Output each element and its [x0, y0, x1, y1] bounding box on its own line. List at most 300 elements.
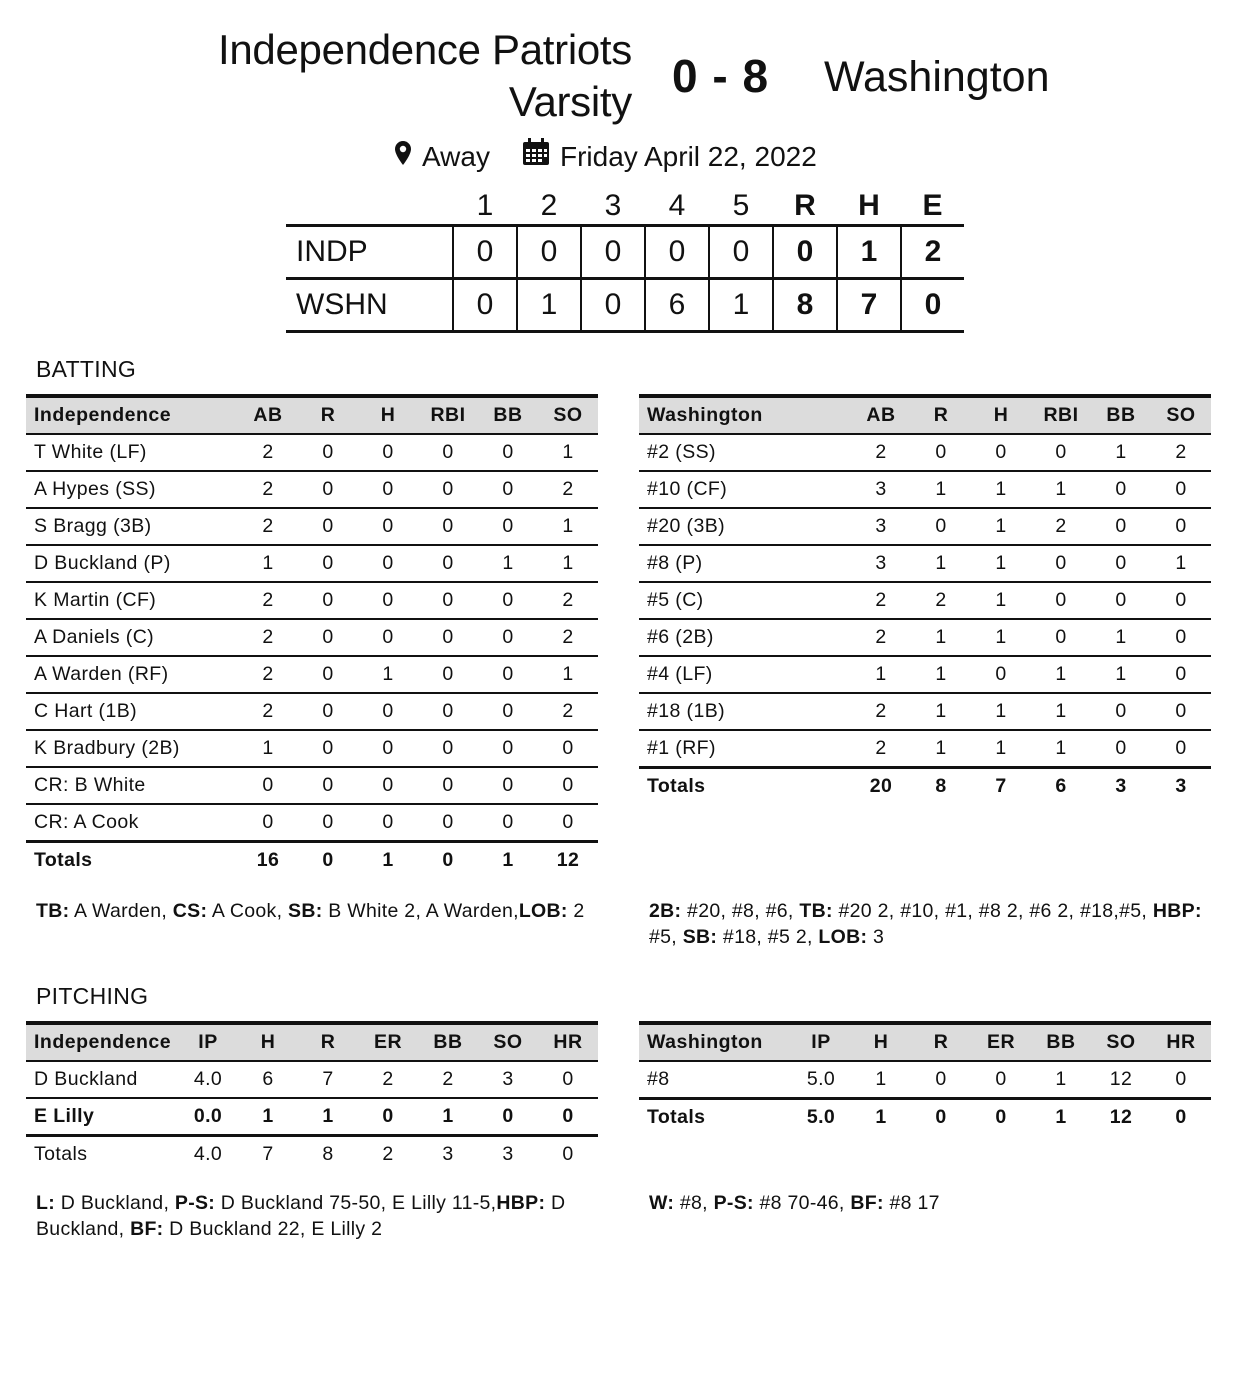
batter-name: CR: B White: [26, 767, 238, 804]
totals-cell: 1: [478, 842, 538, 879]
stat-cell: 0: [1091, 693, 1151, 730]
location-label: Away: [422, 140, 490, 172]
stat-cell: 0: [418, 508, 478, 545]
stat-cell: 0: [358, 730, 418, 767]
totals-cell: 0: [911, 1099, 971, 1136]
stat-cell: 1: [1031, 656, 1091, 693]
linescore-errors: 0: [901, 279, 964, 332]
stat-cell: 1: [911, 730, 971, 768]
stat-cell: 0: [358, 508, 418, 545]
linescore-col-header: 5: [732, 189, 750, 222]
batting-table-home: [26, 394, 598, 878]
stat-cell: 3: [478, 1061, 538, 1098]
stat-cell: 2: [538, 471, 598, 508]
linescore-col-header: 1: [476, 189, 494, 222]
stat-cell: 12: [1091, 1061, 1151, 1099]
batter-name: S Bragg (3B): [26, 508, 238, 545]
note-value: #8 70-46,: [753, 1192, 851, 1214]
team-header: Independence: [26, 1023, 178, 1061]
stat-cell: 0: [298, 804, 358, 842]
stat-cell: 0: [538, 1098, 598, 1136]
stat-col-header: IP: [791, 1023, 851, 1061]
stat-cell: 2: [851, 582, 911, 619]
batter-row: [639, 582, 1211, 619]
pitcher-name: E Lilly: [26, 1098, 178, 1136]
home-team-name-line1: Independence Patriots: [217, 26, 632, 73]
linescore-cell: 6: [645, 279, 709, 332]
totals-cell: 1: [1031, 1099, 1091, 1136]
stat-cell: 0: [358, 434, 418, 471]
note-value: #5,: [1119, 900, 1153, 922]
linescore-table: [286, 188, 964, 333]
batting-notes-away: [649, 898, 1209, 950]
linescore-cell: 0: [709, 226, 773, 279]
linescore-team: WSHN: [286, 279, 453, 332]
linescore-team-header: [286, 188, 453, 226]
batter-row: [639, 619, 1211, 656]
stat-col-header: SO: [538, 396, 598, 434]
stat-cell: 0: [358, 545, 418, 582]
stat-cell: 0: [478, 656, 538, 693]
stat-col-header: HR: [538, 1023, 598, 1061]
note-value: B White 2, A Warden,: [322, 900, 519, 922]
batter-row: [26, 471, 598, 508]
batter-row: [639, 730, 1211, 768]
stat-col-header: R: [911, 396, 971, 434]
pitcher-row: [639, 1061, 1211, 1099]
batter-name: #4 (LF): [639, 656, 851, 693]
linescore-cell: 1: [517, 279, 581, 332]
stat-cell: 0: [238, 767, 298, 804]
stat-header-row: [26, 396, 598, 434]
note-key: W:: [649, 1192, 675, 1214]
batter-row: [26, 767, 598, 804]
stat-cell: 1: [538, 434, 598, 471]
totals-cell: 3: [478, 1136, 538, 1173]
stat-cell: 0.0: [178, 1098, 238, 1136]
linescore-runs: 0: [773, 226, 837, 279]
stat-cell: 2: [538, 693, 598, 730]
stat-cell: 1: [1091, 619, 1151, 656]
batter-name: D Buckland (P): [26, 545, 238, 582]
linescore-team: INDP: [286, 226, 453, 279]
totals-cell: 3: [418, 1136, 478, 1173]
note-key: LOB:: [818, 926, 868, 948]
stat-cell: 0: [1031, 619, 1091, 656]
totals-cell: 5.0: [791, 1099, 851, 1136]
stat-cell: 0: [418, 434, 478, 471]
stat-cell: 0: [478, 619, 538, 656]
totals-cell: 7: [238, 1136, 298, 1173]
stat-cell: 0: [478, 471, 538, 508]
stat-cell: 7: [298, 1061, 358, 1098]
pitcher-name: D Buckland: [26, 1061, 178, 1098]
note-key: TB:: [36, 900, 70, 922]
stat-cell: 0: [298, 545, 358, 582]
batter-row: [26, 508, 598, 545]
totals-row: [26, 842, 598, 879]
stat-cell: 2: [238, 693, 298, 730]
stat-cell: 0: [418, 693, 478, 730]
stat-col-header: R: [911, 1023, 971, 1061]
totals-label: Totals: [639, 1099, 791, 1136]
pitching-section-title: PITCHING: [36, 983, 149, 1009]
batter-name: K Martin (CF): [26, 582, 238, 619]
note-value: #8,: [674, 1192, 714, 1214]
totals-cell: 20: [851, 768, 911, 805]
stat-cell: 0: [298, 508, 358, 545]
totals-row: [639, 768, 1211, 805]
stat-col-header: H: [971, 396, 1031, 434]
stat-cell: 0: [1151, 656, 1211, 693]
stat-cell: 0: [971, 1061, 1031, 1099]
linescore-col-header: 2: [540, 189, 558, 222]
stat-cell: 0: [971, 434, 1031, 471]
stat-col-header: IP: [178, 1023, 238, 1061]
stat-col-header: AB: [851, 396, 911, 434]
note-key: HBP:: [1152, 900, 1202, 922]
stat-cell: 0: [358, 619, 418, 656]
linescore-row: [286, 279, 964, 332]
stat-cell: 0: [478, 730, 538, 767]
batter-row: [639, 693, 1211, 730]
note-key: 2B:: [649, 900, 682, 922]
batter-row: [26, 619, 598, 656]
stat-cell: 0: [418, 471, 478, 508]
note-value: 2: [567, 900, 585, 922]
batter-name: #20 (3B): [639, 508, 851, 545]
batting-table-away: [639, 394, 1211, 804]
note-key: HBP:: [496, 1192, 546, 1214]
batter-name: #1 (RF): [639, 730, 851, 768]
stat-cell: 2: [238, 619, 298, 656]
stat-cell: 1: [1031, 1061, 1091, 1099]
stat-cell: 0: [1031, 545, 1091, 582]
stat-cell: 1: [358, 656, 418, 693]
stat-cell: 0: [298, 656, 358, 693]
home-team-name-line2: Varsity: [508, 78, 632, 125]
stat-col-header: R: [298, 1023, 358, 1061]
linescore-hits: 1: [837, 226, 901, 279]
stat-cell: 2: [851, 619, 911, 656]
stat-cell: 3: [851, 545, 911, 582]
stat-cell: 1: [851, 1061, 911, 1099]
stat-cell: 0: [478, 434, 538, 471]
pitcher-row: [26, 1098, 598, 1136]
final-score: 0 - 8: [672, 50, 770, 102]
batter-row: [639, 471, 1211, 508]
batting-section-title: BATTING: [36, 356, 137, 382]
stat-cell: 5.0: [791, 1061, 851, 1099]
team-header: Washington: [639, 396, 851, 434]
stat-cell: 3: [851, 471, 911, 508]
stat-cell: 0: [238, 804, 298, 842]
stat-cell: 2: [851, 730, 911, 768]
stat-cell: 1: [238, 730, 298, 767]
away-team-name: Washington: [824, 53, 1050, 101]
batter-row: [26, 804, 598, 842]
stat-cell: 2: [1151, 434, 1211, 471]
stat-cell: 2: [238, 471, 298, 508]
batting-notes-home: [36, 898, 606, 924]
note-key: BF:: [130, 1218, 164, 1240]
stat-cell: 1: [911, 693, 971, 730]
totals-cell: 0: [971, 1099, 1031, 1136]
stat-cell: 0: [418, 656, 478, 693]
home-team-name: [120, 24, 632, 128]
linescore-col-header: H: [858, 189, 880, 222]
stat-cell: 1: [238, 1098, 298, 1136]
linescore-header-row: [286, 188, 964, 226]
stat-cell: 0: [298, 434, 358, 471]
stat-col-header: SO: [1151, 396, 1211, 434]
stat-col-header: SO: [478, 1023, 538, 1061]
linescore-col-header: R: [794, 189, 816, 222]
map-pin-icon: [394, 139, 412, 175]
stat-cell: 2: [538, 582, 598, 619]
pitching-notes-home: [36, 1190, 606, 1242]
stat-col-header: AB: [238, 396, 298, 434]
totals-row: [26, 1136, 598, 1173]
note-key: CS:: [172, 900, 208, 922]
stat-cell: 0: [478, 582, 538, 619]
pitching-table-away: [639, 1021, 1211, 1135]
stat-cell: 0: [1091, 545, 1151, 582]
stat-header-row: [639, 1023, 1211, 1061]
stat-cell: 0: [298, 619, 358, 656]
stat-col-header: BB: [1091, 396, 1151, 434]
batter-row: [639, 656, 1211, 693]
note-key: P-S:: [174, 1192, 216, 1214]
note-value: D Buckland 22, E Lilly 2: [163, 1218, 383, 1240]
stat-cell: 0: [1151, 1061, 1211, 1099]
stat-cell: 2: [911, 582, 971, 619]
stat-col-header: H: [851, 1023, 911, 1061]
stat-col-header: RBI: [1031, 396, 1091, 434]
stat-cell: 2: [238, 434, 298, 471]
stat-cell: 0: [358, 693, 418, 730]
note-key: SB:: [288, 900, 323, 922]
pitcher-name: #8: [639, 1061, 791, 1099]
totals-cell: 12: [538, 842, 598, 879]
stat-cell: 2: [418, 1061, 478, 1098]
stat-cell: 0: [478, 767, 538, 804]
stat-cell: 0: [418, 619, 478, 656]
batter-row: [26, 693, 598, 730]
stat-cell: 2: [1031, 508, 1091, 545]
pitcher-row: [26, 1061, 598, 1098]
stat-cell: 1: [911, 471, 971, 508]
linescore-cell: 1: [709, 279, 773, 332]
totals-cell: 8: [911, 768, 971, 805]
linescore-cell: 0: [581, 226, 645, 279]
note-key: TB:: [799, 900, 833, 922]
stat-cell: 0: [358, 582, 418, 619]
stat-cell: 0: [538, 1061, 598, 1098]
stat-cell: 0: [298, 767, 358, 804]
note-value: #5,: [649, 900, 1208, 948]
linescore-cell: 0: [453, 279, 517, 332]
stat-cell: 0: [418, 804, 478, 842]
totals-cell: 3: [1091, 768, 1151, 805]
batter-name: #10 (CF): [639, 471, 851, 508]
note-value: #20 2, #10, #1, #8 2, #6 2, #18,: [832, 900, 1120, 922]
linescore-cell: 0: [645, 226, 709, 279]
stat-cell: 1: [971, 582, 1031, 619]
stat-cell: 0: [298, 730, 358, 767]
totals-cell: 12: [1091, 1099, 1151, 1136]
note-value: D Buckland,: [55, 1192, 175, 1214]
stat-cell: 0: [1151, 582, 1211, 619]
totals-cell: 6: [1031, 768, 1091, 805]
stat-cell: 1: [538, 545, 598, 582]
note-key: LOB:: [518, 900, 568, 922]
stat-cell: 0: [358, 1098, 418, 1136]
stat-cell: 0: [1091, 582, 1151, 619]
stat-cell: 0: [1151, 693, 1211, 730]
stat-col-header: HR: [1151, 1023, 1211, 1061]
stat-cell: 0: [478, 693, 538, 730]
batter-name: T White (LF): [26, 434, 238, 471]
stat-cell: 1: [971, 471, 1031, 508]
batter-name: A Warden (RF): [26, 656, 238, 693]
linescore-hits: 7: [837, 279, 901, 332]
stat-cell: 0: [911, 434, 971, 471]
batter-row: [26, 545, 598, 582]
linescore-col-header: 3: [604, 189, 622, 222]
totals-cell: 3: [1151, 768, 1211, 805]
batter-name: #18 (1B): [639, 693, 851, 730]
stat-cell: 6: [238, 1061, 298, 1098]
stat-cell: 0: [478, 1098, 538, 1136]
stat-cell: 3: [851, 508, 911, 545]
stat-cell: 0: [418, 730, 478, 767]
stat-cell: 1: [298, 1098, 358, 1136]
totals-cell: 1: [851, 1099, 911, 1136]
batter-row: [26, 434, 598, 471]
stat-cell: 0: [538, 730, 598, 767]
stat-cell: 1: [971, 619, 1031, 656]
stat-col-header: H: [358, 396, 418, 434]
stat-col-header: H: [238, 1023, 298, 1061]
totals-cell: 0: [1151, 1099, 1211, 1136]
totals-row: [639, 1099, 1211, 1136]
totals-cell: 0: [298, 842, 358, 879]
stat-cell: 0: [971, 656, 1031, 693]
stat-header-row: [639, 396, 1211, 434]
batter-name: CR: A Cook: [26, 804, 238, 842]
linescore-col-header: E: [922, 189, 943, 222]
batter-name: #2 (SS): [639, 434, 851, 471]
pitching-notes-away: [649, 1190, 1209, 1216]
totals-cell: 2: [358, 1136, 418, 1173]
linescore-errors: 2: [901, 226, 964, 279]
stat-cell: 0: [418, 767, 478, 804]
totals-label: Totals: [26, 1136, 178, 1173]
stat-col-header: BB: [1031, 1023, 1091, 1061]
stat-cell: 0: [1151, 508, 1211, 545]
calendar-icon: [522, 138, 550, 175]
batter-row: [639, 434, 1211, 471]
stat-col-header: ER: [971, 1023, 1031, 1061]
stat-col-header: R: [298, 396, 358, 434]
batter-row: [639, 545, 1211, 582]
linescore-cell: 0: [453, 226, 517, 279]
stat-cell: 2: [238, 656, 298, 693]
stat-col-header: RBI: [418, 396, 478, 434]
stat-col-header: BB: [478, 396, 538, 434]
stat-cell: 0: [478, 508, 538, 545]
note-key: L:: [36, 1192, 56, 1214]
note-key: P-S:: [713, 1192, 754, 1214]
note-value: D Buckland,: [36, 1192, 572, 1240]
note-key: SB:: [682, 926, 718, 948]
stat-cell: 1: [971, 730, 1031, 768]
stat-cell: 0: [911, 1061, 971, 1099]
stat-cell: 0: [1091, 508, 1151, 545]
stat-cell: 1: [418, 1098, 478, 1136]
stat-cell: 1: [478, 545, 538, 582]
game-meta: [394, 138, 817, 175]
totals-cell: 16: [238, 842, 298, 879]
stat-cell: 1: [1031, 693, 1091, 730]
stat-cell: 0: [358, 767, 418, 804]
totals-cell: 7: [971, 768, 1031, 805]
stat-cell: 0: [1151, 471, 1211, 508]
stat-cell: 0: [1091, 730, 1151, 768]
batter-row: [639, 508, 1211, 545]
batter-row: [26, 582, 598, 619]
batter-name: A Daniels (C): [26, 619, 238, 656]
stat-cell: 2: [238, 508, 298, 545]
stat-cell: 0: [911, 508, 971, 545]
linescore-row: [286, 226, 964, 279]
note-value: 3: [867, 926, 885, 948]
totals-cell: 0: [538, 1136, 598, 1173]
totals-label: Totals: [639, 768, 851, 805]
stat-cell: 0: [358, 471, 418, 508]
note-value: #8 17: [883, 1192, 940, 1214]
stat-cell: 0: [1031, 582, 1091, 619]
stat-cell: 1: [971, 693, 1031, 730]
stat-cell: 0: [538, 804, 598, 842]
totals-cell: 0: [418, 842, 478, 879]
stat-cell: 0: [298, 693, 358, 730]
batter-row: [26, 656, 598, 693]
batter-row: [26, 730, 598, 767]
stat-cell: 1: [538, 656, 598, 693]
linescore-cell: 0: [581, 279, 645, 332]
batter-name: A Hypes (SS): [26, 471, 238, 508]
stat-cell: 0: [418, 545, 478, 582]
stat-cell: 0: [1151, 619, 1211, 656]
stat-cell: 1: [1091, 434, 1151, 471]
stat-cell: 0: [1091, 471, 1151, 508]
stat-cell: 0: [1031, 434, 1091, 471]
stat-cell: 4.0: [178, 1061, 238, 1098]
stat-cell: 2: [851, 434, 911, 471]
stat-cell: 0: [298, 471, 358, 508]
linescore-runs: 8: [773, 279, 837, 332]
note-value: #18, #5 2,: [717, 926, 819, 948]
stat-cell: 1: [911, 545, 971, 582]
stat-cell: 2: [538, 619, 598, 656]
note-value: D Buckland 75-50, E Lilly 11-5,: [215, 1192, 497, 1214]
batter-name: #6 (2B): [639, 619, 851, 656]
stat-cell: 0: [538, 767, 598, 804]
stat-col-header: SO: [1091, 1023, 1151, 1061]
stat-header-row: [26, 1023, 598, 1061]
